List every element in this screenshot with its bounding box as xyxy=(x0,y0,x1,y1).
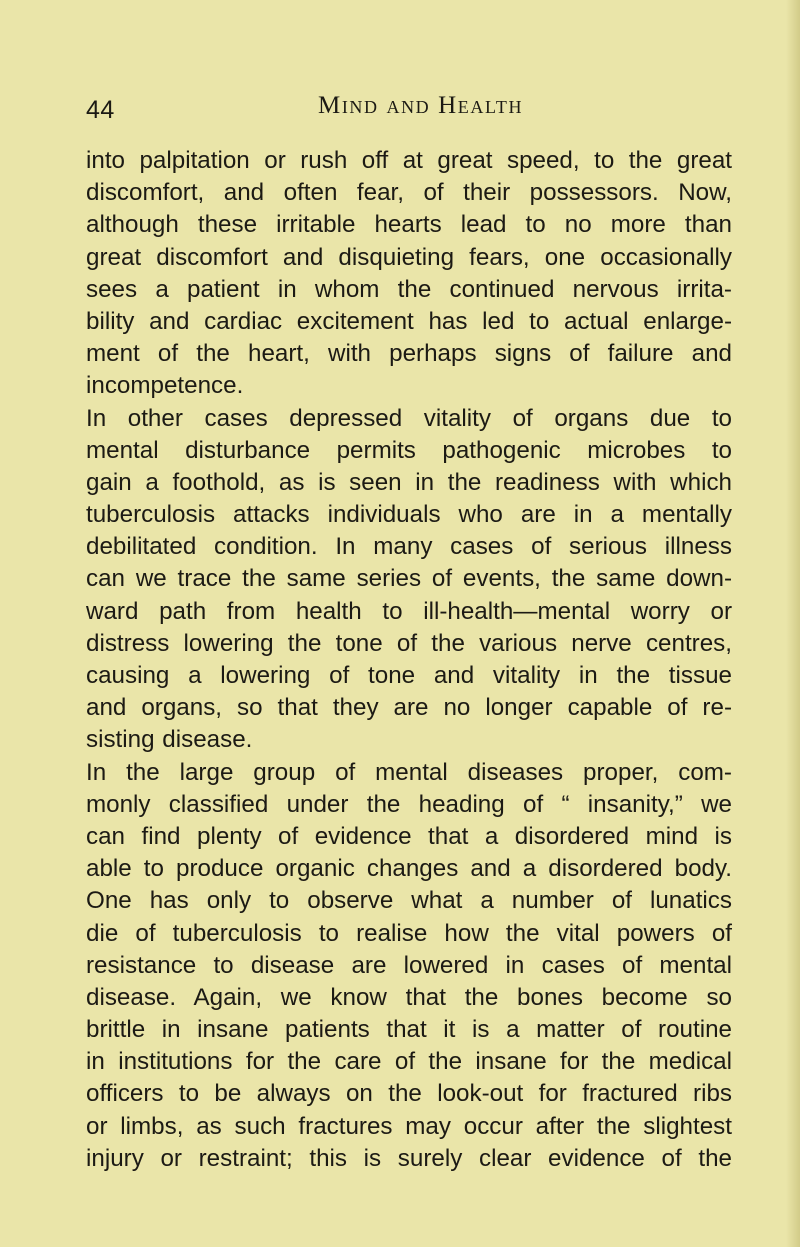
text-line: disease. Again, we know that the bones become so xyxy=(86,983,732,1011)
text-line: brittle in insane patients that it is a matter of routine xyxy=(86,1016,732,1044)
text-line: in institutions for the care of the insane for the medical xyxy=(86,1048,732,1076)
text-line: can we trace the same series of events, the same down- xyxy=(86,565,732,593)
page-edge-shadow xyxy=(786,0,800,1247)
text-line: causing a lowering of tone and vitality in the tissue xyxy=(86,662,732,689)
text-line: tuberculosis attacks individuals who are in a mentally xyxy=(86,501,732,529)
paragraph-start-line: In other cases depressed vitality of organs due to xyxy=(86,404,732,432)
text-line: ward path from health to ill-health—mental worry or xyxy=(86,597,732,625)
text-line: incompetence. xyxy=(86,372,244,400)
text-line: ment of the heart, with perhaps signs of failure and xyxy=(86,340,732,368)
body-text xyxy=(86,145,732,1175)
page-number: 44 xyxy=(86,96,115,124)
text-line: distress lowering the tone of the various nerve centres, xyxy=(86,629,732,657)
text-line: die of tuberculosis to realise how the vital powers of xyxy=(86,919,732,947)
text-line: able to produce organic changes and a disordered body. xyxy=(86,855,732,883)
running-head: Mind and Health xyxy=(318,92,524,119)
text-line: and organs, so that they are no longer capable of re- xyxy=(86,694,732,722)
text-line: officers to be always on the look-out for fractured ribs xyxy=(86,1080,732,1108)
text-line: great discomfort and disquieting fears, one occasionally xyxy=(86,243,732,271)
text-line: can find plenty of evidence that a disordered mind is xyxy=(86,822,732,850)
text-line: discomfort, and often fear, of their possessors. Now, xyxy=(86,179,732,207)
text-line: injury or restraint; this is surely clear evidence of the xyxy=(86,1144,732,1172)
text-line: gain a foothold, as is seen in the readiness with which xyxy=(86,468,732,496)
text-line: resistance to disease are lowered in cases of mental xyxy=(86,951,732,979)
text-line: into palpitation or rush off at great speed, to the great xyxy=(86,147,732,174)
text-line: although these irritable hearts lead to no more than xyxy=(86,211,732,239)
text-line: monly classified under the heading of “ insanity,” we xyxy=(86,790,732,818)
paragraph-start-line: In the large group of mental diseases proper, com- xyxy=(86,758,732,786)
text-line: bility and cardiac excitement has led to actual enlarge- xyxy=(86,307,732,335)
text-line: One has only to observe what a number of lunatics xyxy=(86,887,732,915)
text-line: sisting disease. xyxy=(86,726,253,754)
text-line: or limbs, as such fractures may occur after the slightest xyxy=(86,1112,732,1140)
text-line: sees a patient in whom the continued nervous irrita- xyxy=(86,275,732,303)
text-line: debilitated condition. In many cases of serious illness xyxy=(86,533,732,561)
page-header xyxy=(0,92,800,132)
text-line: mental disturbance permits pathogenic microbes to xyxy=(86,436,732,464)
